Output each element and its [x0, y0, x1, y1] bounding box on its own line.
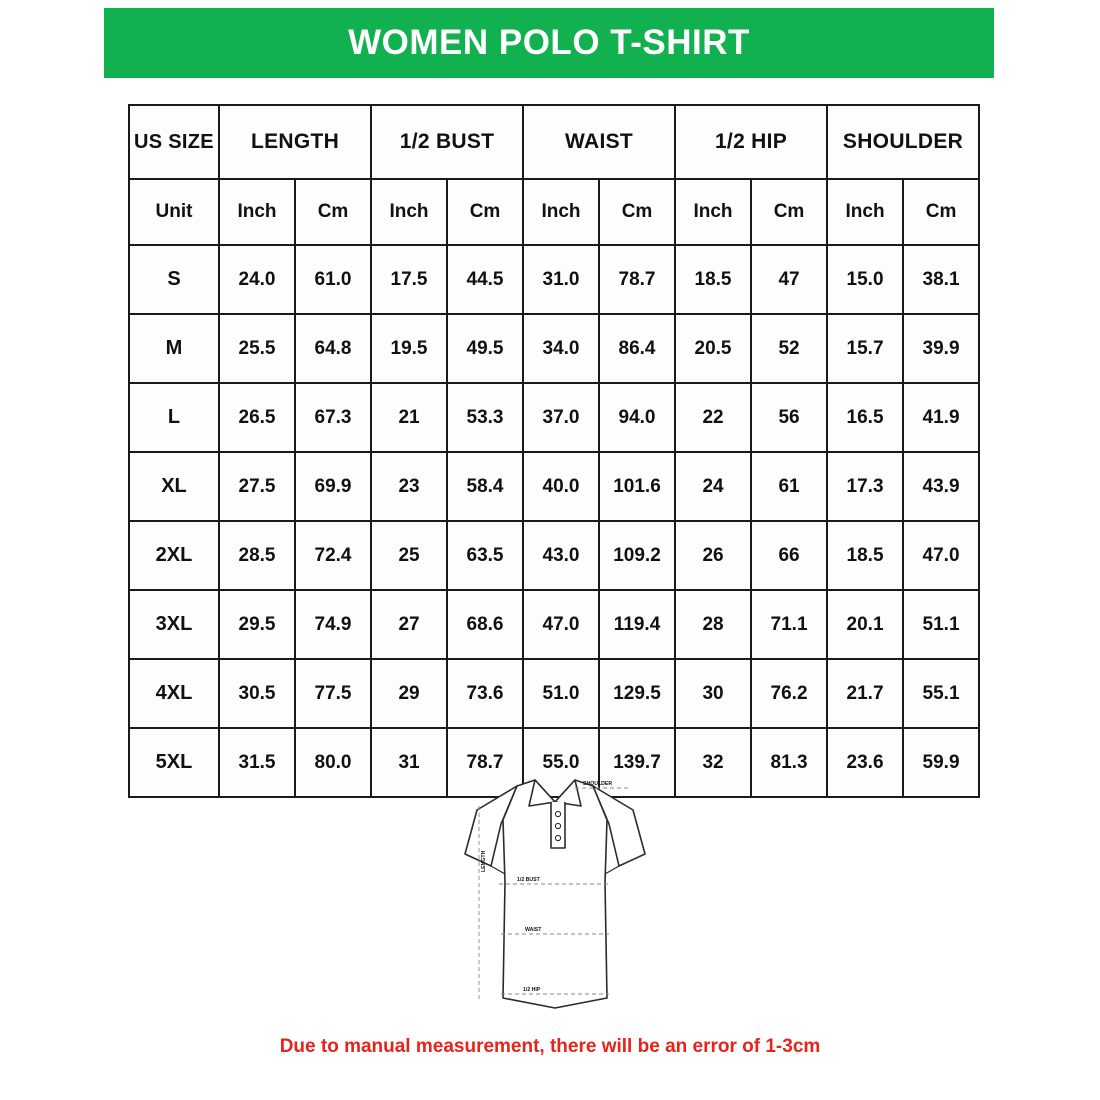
- cell-hip-inch: 18.5: [675, 245, 751, 314]
- cell-length-inch: 28.5: [219, 521, 295, 590]
- cell-waist-cm: 101.6: [599, 452, 675, 521]
- table-row: [129, 452, 979, 521]
- cell-bust-cm: 73.6: [447, 659, 523, 728]
- label-bust: 1/2 BUST: [517, 877, 540, 883]
- row-size: L: [129, 383, 219, 452]
- table-row: [129, 659, 979, 728]
- cell-length-cm: 72.4: [295, 521, 371, 590]
- cell-shoulder-cm: 38.1: [903, 245, 979, 314]
- cell-length-cm: 64.8: [295, 314, 371, 383]
- cell-hip-inch: 26: [675, 521, 751, 590]
- cell-hip-cm: 56: [751, 383, 827, 452]
- page-title: WOMEN POLO T-SHIRT: [348, 23, 750, 62]
- cell-waist-cm: 109.2: [599, 521, 675, 590]
- cell-bust-cm: 44.5: [447, 245, 523, 314]
- row-size: S: [129, 245, 219, 314]
- table-header-units: [129, 179, 979, 245]
- table-header-groups: [129, 105, 979, 179]
- cell-hip-cm: 47: [751, 245, 827, 314]
- cell-waist-inch: 34.0: [523, 314, 599, 383]
- row-size: XL: [129, 452, 219, 521]
- cell-shoulder-cm: 51.1: [903, 590, 979, 659]
- cell-bust-inch: 31: [371, 728, 447, 797]
- cell-length-cm: 67.3: [295, 383, 371, 452]
- cell-shoulder-inch: 15.0: [827, 245, 903, 314]
- header-group-waist: WAIST: [523, 105, 675, 179]
- cell-shoulder-inch: 16.5: [827, 383, 903, 452]
- cell-shoulder-inch: 21.7: [827, 659, 903, 728]
- cell-length-cm: 69.9: [295, 452, 371, 521]
- header-unit-waist-inch: Inch: [523, 179, 599, 245]
- cell-bust-cm: 63.5: [447, 521, 523, 590]
- cell-shoulder-inch: 17.3: [827, 452, 903, 521]
- cell-waist-inch: 40.0: [523, 452, 599, 521]
- cell-hip-inch: 32: [675, 728, 751, 797]
- cell-waist-cm: 78.7: [599, 245, 675, 314]
- cell-bust-cm: 58.4: [447, 452, 523, 521]
- cell-bust-inch: 17.5: [371, 245, 447, 314]
- cell-shoulder-cm: 39.9: [903, 314, 979, 383]
- header-group-length: LENGTH: [219, 105, 371, 179]
- cell-hip-inch: 28: [675, 590, 751, 659]
- cell-hip-cm: 52: [751, 314, 827, 383]
- cell-length-inch: 24.0: [219, 245, 295, 314]
- cell-length-inch: 31.5: [219, 728, 295, 797]
- cell-length-inch: 30.5: [219, 659, 295, 728]
- cell-hip-inch: 30: [675, 659, 751, 728]
- cell-length-inch: 29.5: [219, 590, 295, 659]
- label-waist: WAIST: [525, 927, 542, 933]
- cell-shoulder-cm: 55.1: [903, 659, 979, 728]
- cell-waist-inch: 51.0: [523, 659, 599, 728]
- size-table: [128, 104, 980, 798]
- cell-shoulder-cm: 59.9: [903, 728, 979, 797]
- table-row: [129, 314, 979, 383]
- table-row: [129, 521, 979, 590]
- measurement-disclaimer: Due to manual measurement, there will be an error of 1-3cm: [279, 1036, 821, 1057]
- cell-shoulder-inch: 23.6: [827, 728, 903, 797]
- table-row: [129, 245, 979, 314]
- header-group-shoulder: SHOULDER: [827, 105, 979, 179]
- cell-waist-inch: 47.0: [523, 590, 599, 659]
- cell-length-cm: 74.9: [295, 590, 371, 659]
- cell-waist-inch: 31.0: [523, 245, 599, 314]
- cell-bust-inch: 23: [371, 452, 447, 521]
- cell-hip-cm: 81.3: [751, 728, 827, 797]
- header-banner: [104, 8, 994, 78]
- cell-waist-inch: 55.0: [523, 728, 599, 797]
- header-group-hip: 1/2 HIP: [675, 105, 827, 179]
- cell-hip-cm: 71.1: [751, 590, 827, 659]
- cell-waist-cm: 129.5: [599, 659, 675, 728]
- header-unit-length-inch: Inch: [219, 179, 295, 245]
- cell-hip-cm: 76.2: [751, 659, 827, 728]
- cell-length-inch: 27.5: [219, 452, 295, 521]
- cell-shoulder-cm: 43.9: [903, 452, 979, 521]
- label-shoulder: SHOULDER: [583, 781, 613, 787]
- cell-bust-inch: 21: [371, 383, 447, 452]
- cell-bust-inch: 29: [371, 659, 447, 728]
- cell-waist-cm: 119.4: [599, 590, 675, 659]
- cell-hip-inch: 20.5: [675, 314, 751, 383]
- cell-bust-inch: 25: [371, 521, 447, 590]
- cell-shoulder-cm: 47.0: [903, 521, 979, 590]
- cell-waist-cm: 139.7: [599, 728, 675, 797]
- header-unit-length-cm: Cm: [295, 179, 371, 245]
- header-unit-waist-cm: Cm: [599, 179, 675, 245]
- header-unit-bust-cm: Cm: [447, 179, 523, 245]
- header-unit-hip-cm: Cm: [751, 179, 827, 245]
- cell-hip-inch: 24: [675, 452, 751, 521]
- row-size: M: [129, 314, 219, 383]
- header-unit-bust-inch: Inch: [371, 179, 447, 245]
- cell-hip-inch: 22: [675, 383, 751, 452]
- header-group-bust: 1/2 BUST: [371, 105, 523, 179]
- cell-shoulder-inch: 18.5: [827, 521, 903, 590]
- cell-waist-inch: 43.0: [523, 521, 599, 590]
- cell-waist-cm: 86.4: [599, 314, 675, 383]
- row-size: 5XL: [129, 728, 219, 797]
- cell-shoulder-inch: 20.1: [827, 590, 903, 659]
- cell-bust-inch: 19.5: [371, 314, 447, 383]
- polo-shirt-illustration: [455, 762, 655, 1020]
- cell-shoulder-inch: 15.7: [827, 314, 903, 383]
- cell-hip-cm: 66: [751, 521, 827, 590]
- cell-bust-cm: 49.5: [447, 314, 523, 383]
- table-row: [129, 590, 979, 659]
- cell-bust-cm: 68.6: [447, 590, 523, 659]
- row-size: 4XL: [129, 659, 219, 728]
- header-unit-label: Unit: [129, 179, 219, 245]
- cell-waist-inch: 37.0: [523, 383, 599, 452]
- cell-length-cm: 80.0: [295, 728, 371, 797]
- cell-bust-cm: 78.7: [447, 728, 523, 797]
- table-row: [129, 383, 979, 452]
- cell-bust-inch: 27: [371, 590, 447, 659]
- header-unit-shoulder-cm: Cm: [903, 179, 979, 245]
- header-us-size: US SIZE: [129, 105, 219, 179]
- cell-length-inch: 25.5: [219, 314, 295, 383]
- label-hip: 1/2 HIP: [523, 987, 541, 993]
- cell-waist-cm: 94.0: [599, 383, 675, 452]
- cell-length-cm: 61.0: [295, 245, 371, 314]
- header-unit-shoulder-inch: Inch: [827, 179, 903, 245]
- cell-length-cm: 77.5: [295, 659, 371, 728]
- row-size: 3XL: [129, 590, 219, 659]
- cell-length-inch: 26.5: [219, 383, 295, 452]
- size-table-container: [128, 104, 970, 798]
- cell-bust-cm: 53.3: [447, 383, 523, 452]
- cell-hip-cm: 61: [751, 452, 827, 521]
- label-length: LENGTH: [481, 850, 487, 872]
- row-size: 2XL: [129, 521, 219, 590]
- cell-shoulder-cm: 41.9: [903, 383, 979, 452]
- header-unit-hip-inch: Inch: [675, 179, 751, 245]
